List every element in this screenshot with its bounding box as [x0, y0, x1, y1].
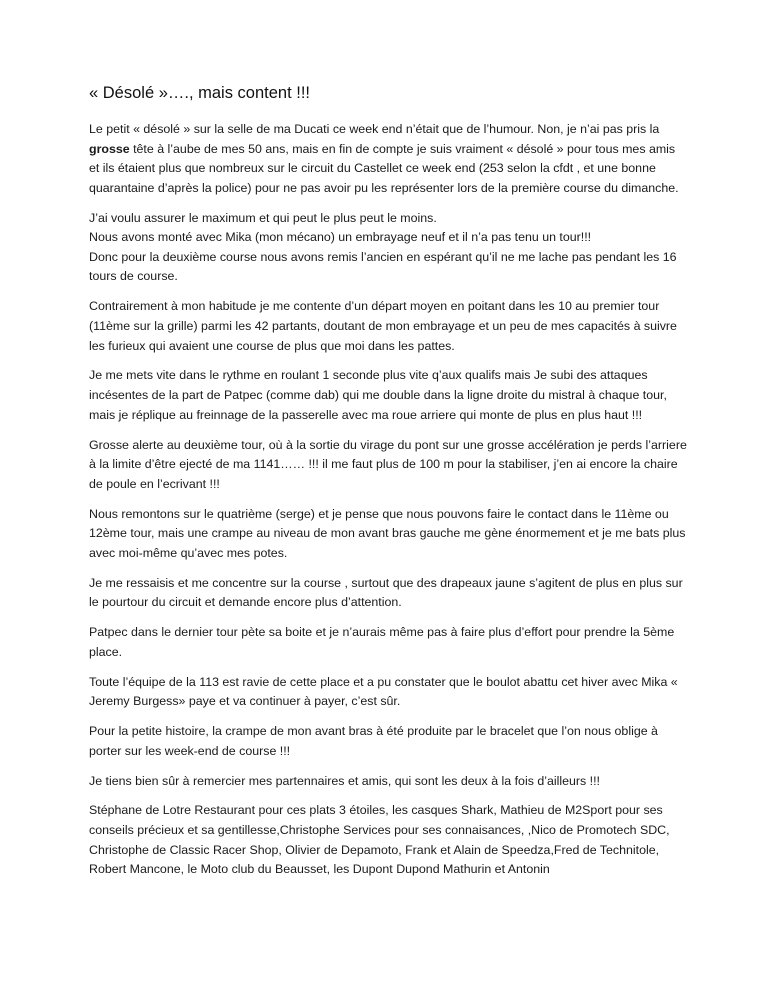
paragraph-clutch: [89, 209, 687, 287]
paragraph-rhythm: Je me mets vite dans le rythme en roulant 1 seconde plus vite q’aux qualifs mais Je subi des attaques incésentes de la part de Patpec (comme dab) qui me double dans la ligne droite du mistral à chaque tour, mais je réplique au freinnage de la passerelle avec ma roue arriere qui monte de plus en plus haut !!!: [89, 368, 667, 422]
document-title: « Désolé »…., mais content !!!: [89, 84, 311, 102]
paragraph-team: Toute l’équipe de la 113 est ravie de cette place et a pu constater que le boulot abattu cet hiver avec Mika « Jeremy Burgess» paye et va continuer à payer, c’est sûr.: [89, 674, 678, 709]
paragraph-sponsors: Stéphane de Lotre Restaurant pour ces plats 3 étoiles, les casques Shark, Mathieu de M2Sport pour ses conseils précieux et sa gentillesse,Christophe Services pour ses connaisances, ,Nico de Promotech SDC, Christophe de Classic Racer Shop, Olivier de Depamoto, Frank et Alain de Speedza,Fred de Technitole, Robert Mancone, le Moto club du Beausset, les Dupont Dupond Mathurin et Antonin: [89, 803, 670, 877]
paragraph-start: Contrairement à mon habitude je me contente d’un départ moyen en poitant dans les 10 au premier tour (11ème sur la grille) parmi les 42 partants, doutant de mon embrayage et un peu de mes capacités à suivre les furieux qui avaient une course de plus que moi dans les pattes.: [89, 299, 677, 353]
paragraph-alert: Grosse alerte au deuxième tour, où à la sortie du virage du pont sur une grosse accélération je perds l’arriere à la limite d’être ejecté de ma 1141…… !!! il me faut plus de 100 m pour la stabiliser, j’en ai encore la chaire de poule en l’ecrivant !!!: [89, 437, 687, 491]
paragraph-clutch-line-1: J’ai voulu assurer le maximum et qui peut le plus peut le moins.: [89, 210, 437, 225]
paragraph-bracelet: Pour la petite histoire, la crampe de mon avant bras à été produite par le bracelet que l’on nous oblige à porter sur les week-end de course !!!: [89, 724, 658, 758]
paragraph-intro: [89, 120, 687, 198]
bold-word: grosse: [89, 141, 130, 156]
paragraph-intro-start: Le petit « désolé » sur la selle de ma Ducati ce week end n’était que de l’humour. Non, je n’ai pas pris la: [89, 122, 660, 136]
paragraph-intro-end: tête à l’aube de mes 50 ans, mais en fin de compte je suis vraiment « désolé » pour tous mes amis et ils étaient plus que nombreux sur le circuit du Castellet ce week end (253 selon la cfdt , et une bonne quarantaine d’après la police) pour ne pas avoir pu les représenter lors de la première course du dimanche.: [89, 141, 679, 195]
document-page: [89, 82, 687, 890]
paragraph-last-lap: Patpec dans le dernier tour pète sa boite et je n’aurais même pas à faire plus d’effort pour prendre la 5ème place.: [89, 625, 675, 659]
paragraph-thanks: Je tiens bien sûr à remercier mes partennaires et amis, qui sont les deux à la fois d’ailleurs !!!: [89, 773, 601, 788]
paragraph-clutch-line-2: Nous avons monté avec Mika (mon mécano) un embrayage neuf et il n’a pas tenu un tour!!!: [89, 230, 592, 245]
paragraph-clutch-line-3: Donc pour la deuxième course nous avons remis l’ancien en espérant qu’il ne me lache pas pendant les 16 tours de course.: [89, 249, 677, 284]
paragraph-cramp: Nous remontons sur le quatrième (serge) et je pense que nous pouvons faire le contact dans le 11ème ou 12ème tour, mais une crampe au niveau de mon avant bras gauche me gène énormement et je me bats plus avec moi-même qu’avec mes potes.: [89, 506, 686, 560]
paragraph-focus: Je me ressaisis et me concentre sur la course , surtout que des drapeaux jaune s’agitent de plus en plus sur le pourtour du circuit et demande encore plus d’attention.: [89, 575, 683, 610]
